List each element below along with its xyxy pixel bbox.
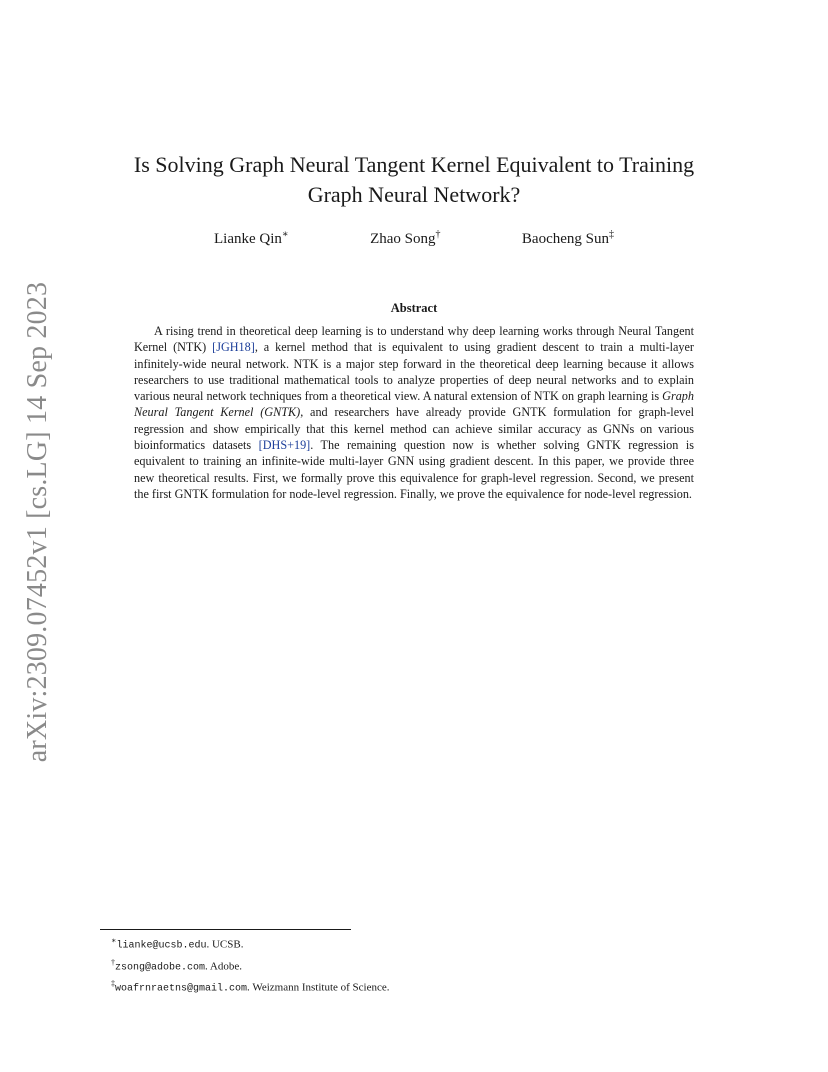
author [214,229,289,248]
author-name: Lianke Qin [214,231,282,247]
footnote [111,976,390,998]
citation-link[interactable]: [DHS+19] [258,438,311,453]
footnote [111,955,390,977]
abstract-italic-term: Graph Neural Tangent Kernel (GNTK) [134,389,694,420]
author-affiliation: . Adobe. [205,960,242,973]
footnote-mark: ‡ [111,979,115,989]
footnote-divider [100,929,351,930]
author-footnote-mark: ∗ [281,229,289,240]
author [522,229,614,248]
author-name: Zhao Song [370,231,436,247]
author-footnote-mark: ‡ [608,229,614,240]
abstract-text: , and researchers have already provide GNTK formulation for graph-level regression and show empirically that this kernel method can achieve similar accuracy as GNNs on various bioinformatics datasets [134,405,694,453]
author-affiliation: . Weizmann Institute of Science. [247,981,390,994]
author-affiliation: . UCSB. [206,938,244,951]
abstract-body [134,323,694,502]
abstract-text: . The remaining question now is whether solving GNTK regression is equivalent to training an infinite-wide multi-layer GNN using gradient descent. In this paper, we provide three new theoretical results. First, we formally prove this equivalence for graph-level regression. Second, we present the first GNTK formulation for node-level regression. Finally, we prove the equivalence for node-level regression. [134,438,694,501]
arxiv-identifier-stamp: arXiv:2309.07452v1 [cs.LG] 14 Sep 2023 [22,281,53,763]
author-name: Baocheng Sun [521,231,609,247]
footnotes [111,933,390,998]
citation-link[interactable]: [JGH18] [212,340,255,355]
footnote-mark: † [111,957,115,967]
author-email[interactable]: woafrnraetns@gmail.com [115,983,248,995]
title-line-1: Is Solving Graph Neural Tangent Kernel Equivalent to Training [133,152,695,177]
footnote-mark: ∗ [111,936,117,945]
author-email[interactable]: zsong@adobe.com [115,962,206,974]
author-list [214,229,614,248]
abstract-text: A rising trend in theoretical deep learning is to understand why deep learning works through Neural Tangent Kernel (NTK) [134,324,694,355]
paper-title [100,150,728,210]
author-footnote-mark: † [435,229,441,240]
author [370,229,440,248]
abstract-text: , a kernel method that is equivalent to using gradient descent to train a multi-layer infinitely-wide neural network. NTK is a major step forward in the theoretical deep learning because it allows researchers to use traditional mathematical tools to analyze properties of deep neural networks and to explain various neural network techniques from a theoretical view. A natural extension of NTK on graph learning is [134,340,694,404]
title-line-2: Graph Neural Network? [307,182,521,207]
author-email[interactable]: lianke@ucsb.edu [116,940,207,952]
abstract-heading: Abstract [390,301,438,315]
footnote [111,933,390,955]
